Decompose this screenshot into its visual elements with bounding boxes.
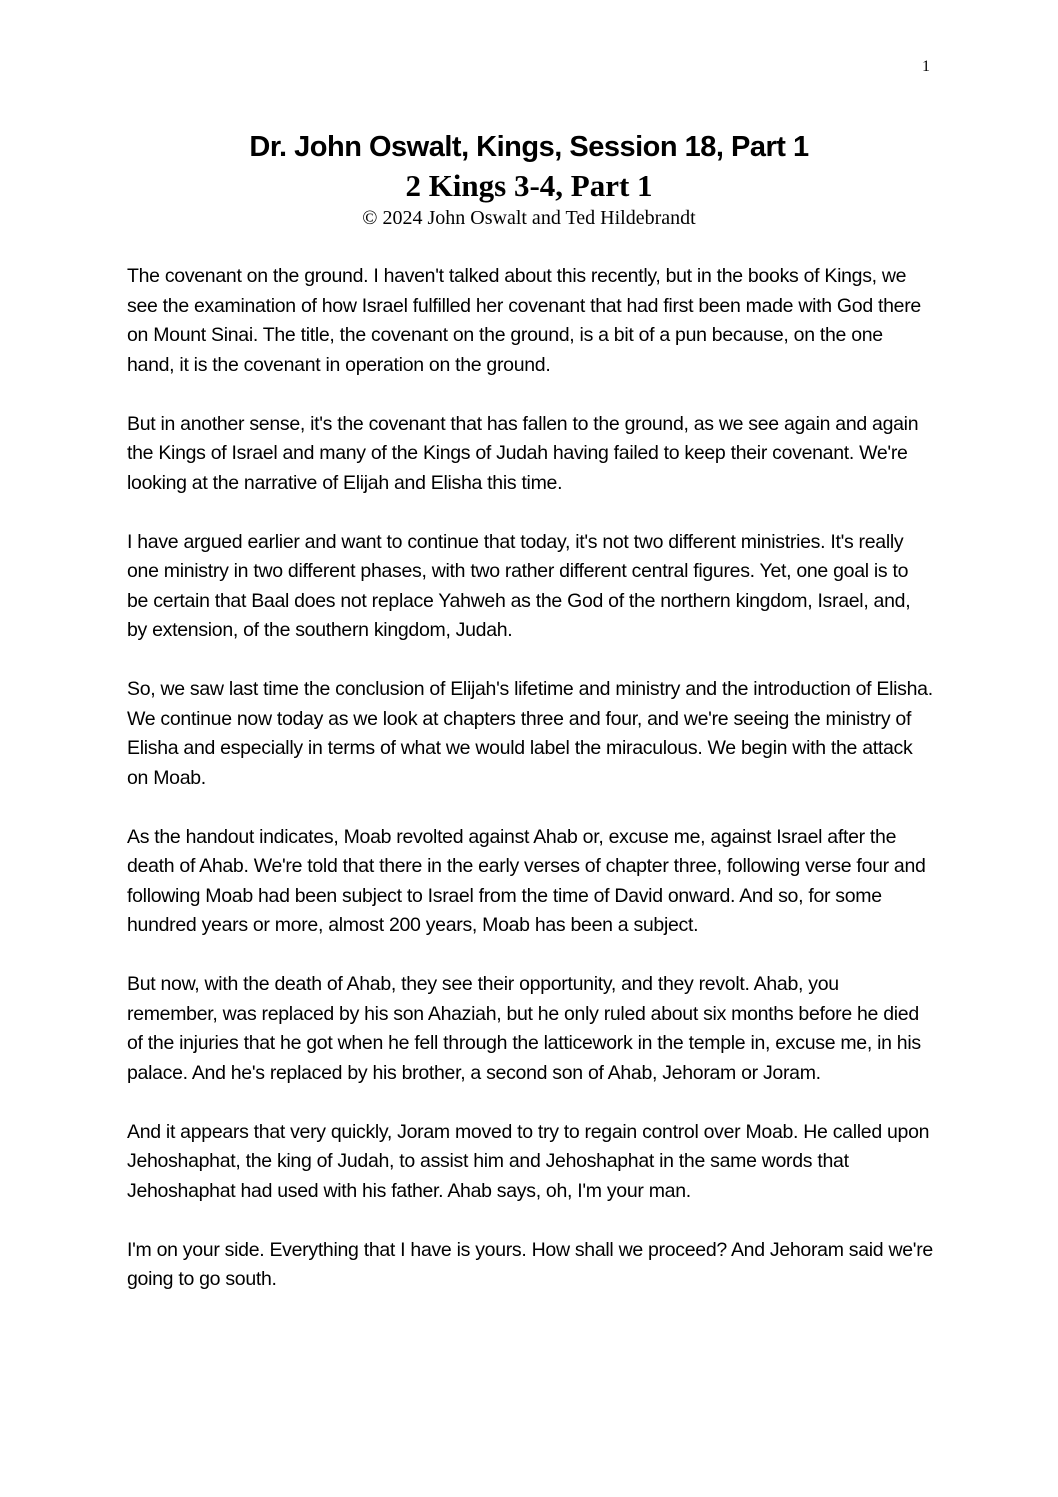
paragraph: But now, with the death of Ahab, they see their opportunity, and they revolt. Ahab, you remember, was replaced by his son Ahaziah, but he only ruled about six months before he died of the injuries that he got when he fell through the latticework in the temple in, excuse me, in his palace. And he's replaced by his brother, a second son of Ahab, Jehoram or Joram. <box>127 973 921 1084</box>
paragraph: And it appears that very quickly, Joram moved to try to regain control over Moab. He called upon Jehoshaphat, the king of Judah, to assist him and Jehoshaphat in the same words that Jehoshaphat had used with his father. Ahab says, oh, I'm your man. <box>127 1120 930 1202</box>
paragraph: But in another sense, it's the covenant that has fallen to the ground, as we see again and again the Kings of Israel and many of the Kings of Judah having failed to keep their covenant. We're looking at the narrative of Elijah and Elisha this time. <box>127 412 919 494</box>
document-header <box>0 0 1058 231</box>
copyright-line: © 2024 John Oswalt and Ted Hildebrandt <box>362 207 696 229</box>
transcript-body <box>0 231 1058 1295</box>
paragraph: As the handout indicates, Moab revolted against Ahab or, excuse me, against Israel after the death of Ahab. We're told that there in the early verses of chapter three, following verse four and following Moab had been subject to Israel from the time of David onward. And so, for some hundred years or more, almost 200 years, Moab has been a subject. <box>127 825 926 936</box>
paragraph: I have argued earlier and want to continue that today, it's not two different ministries. It's really one ministry in two different phases, with two rather different central figures. Yet, one goal is to be certain that Baal does not replace Yahweh as the God of the northern kingdom, Israel, and, by extension, of the southern kingdom, Judah. <box>127 530 911 641</box>
document-subtitle: 2 Kings 3-4, Part 1 <box>405 168 653 203</box>
paragraph: I'm on your side. Everything that I have is yours. How shall we proceed? And Jehoram said we're going to go south. <box>127 1238 933 1290</box>
document-title: Dr. John Oswalt, Kings, Session 18, Part 1 <box>249 131 809 163</box>
paragraph: The covenant on the ground. I haven't talked about this recently, but in the books of Kings, we see the examination of how Israel fulfilled her covenant that had first been made with God there on Mount Sinai. The title, the covenant on the ground, is a bit of a pun because, on the one hand, it is the covenant in operation on the ground. <box>127 265 921 376</box>
page-number: 1 <box>922 58 930 75</box>
paragraph: So, we saw last time the conclusion of Elijah's lifetime and ministry and the introduction of Elisha. We continue now today as we look at chapters three and four, and we're seeing the ministry of Elisha and especially in terms of what we would label the miraculous. We begin with the attack on Moab. <box>127 678 933 789</box>
